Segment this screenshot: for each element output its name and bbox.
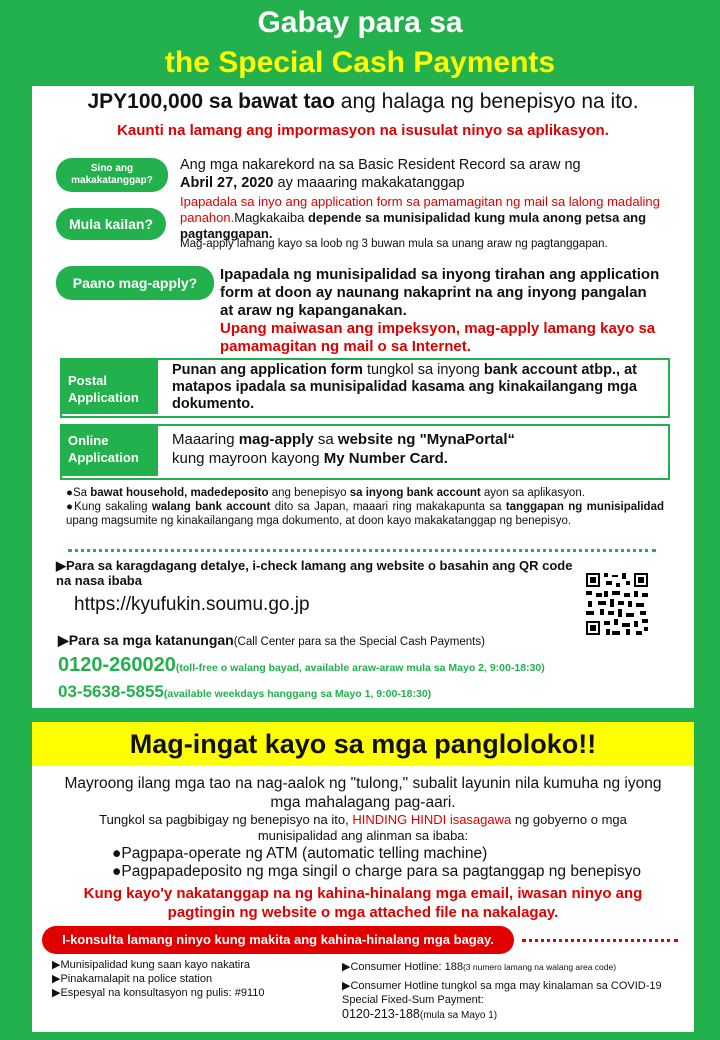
info-note: Kaunti na lamang ang impormasyon na isusulat ninyo sa aplikasyon. [117,122,609,139]
warning-title: Mag-ingat kayo sa mga pangloloko!! [32,722,694,766]
warning-item1: ●Pagpapa-operate ng ATM (automatic telling machine) [112,845,488,862]
contact-covid: ▶Consumer Hotline tungkol sa mga may kinalaman sa COVID-19 Special Fixed-Sum Payment: [342,980,662,1006]
how-pill: Paano mag-apply? [56,266,214,300]
online-t5: kung mayroon kayong [172,450,324,467]
who-date: Abril 27, 2020 [180,175,274,191]
contact-9110: ▶Espesyal na konsultasyon ng pulis: #9110 [52,987,265,999]
consult-banner: I-konsulta lamang ninyo kung makita ang kahina-hinalang mga bagay. [42,926,514,954]
phone1-line [58,654,688,677]
details-text: ▶Para sa karagdagang detalye, i-check lamang ang website o basahin ang QR code na nasa ibaba [56,558,573,588]
postal-t3: bank account atbp., [483,362,621,378]
header-title-line2: the Special Cash Payments [164,46,556,79]
postal-t2: tungkol sa inyong [362,362,484,378]
b1d: sa inyong bank account [349,487,481,499]
who-line2: ay maaaring makakatanggap [277,175,465,191]
amount: JPY100,000 [87,90,204,113]
contact-police: ▶Pinakamalapit na police station [52,973,213,985]
online-t3: sa [313,431,338,448]
how-text [220,266,660,356]
contacts-right [342,960,682,1023]
online-text [172,430,662,468]
website-link[interactable]: https://kyufukin.soumu.go.jp [74,594,310,615]
online-t6: My Number Card. [323,450,448,467]
p2c: ng gobyerno o mga munisipalidad ang alinman sa ibaba: [257,812,627,843]
online-label: Online Application [62,426,158,476]
when-a: Magkakaiba [234,210,305,225]
warning-p2 [80,812,646,844]
postal-t4: at matapos ipadala sa munisipalidad kasama ang kinakailangang mga dokumento. [172,362,637,412]
postal-t1: Punan ang application form [172,362,363,378]
contact-municipality: ▶Munisipalidad kung saan kayo nakatira [52,959,251,971]
when-pill: Mula kailan? [56,208,166,240]
online-t4: website ng "MynaPortal“ [337,431,516,448]
b2a: Kung sakaling [74,501,152,513]
b1e: ayon sa aplikasyon. [480,487,585,499]
r3: 0120-213-188 [342,1007,420,1021]
inquiry-title: ▶Para sa mga katanungan [58,632,234,648]
warning-red: Kung kayo'y nakatanggap na ng kahina-hinalang mga email, iwasan ninyo ang pagtingin ng website o mga attached file na nakalagay. [83,885,643,921]
b2c: dito sa Japan, maaari ring makakapunta sa [270,501,506,513]
divider-dots [68,549,656,552]
bullet-1: ●Sa bawat household, madedeposito ang benepisyo sa inyong bank account ayon sa aplikasyon. [66,487,585,499]
amount-rest: ang halaga ng benepisyo na ito. [340,90,639,113]
when-text [180,194,680,242]
b1a: Sa [72,487,91,499]
inquiry-heading [58,632,678,649]
contact-covid-phone [342,1007,682,1023]
when-red: Ipapadala sa inyo ang application form sa pamamagitan ng mail sa lalong madaling panahon. [180,194,660,225]
r3-note: (mula sa Mayo 1) [419,1010,498,1021]
contact-hotline-188 [342,960,682,974]
when-b: depende [307,210,362,225]
who-pill: Sino ang makakatanggap? [56,158,168,192]
when-c: sa munisipalidad kung mula anong petsa ang pagtanggapan. [180,210,647,241]
phone2-note: (available weekdays hanggang sa Mayo 1, 9:00-18:30) [163,688,432,700]
r1-note: (3 numero lamang na walang area code) [462,962,617,972]
phone1-note: (toll-free o walang bayad, available araw-araw mula sa Mayo 2, 9:00-18:30) [175,662,545,674]
b1b: bawat household, madedeposito [90,487,269,499]
phone2-line [58,682,688,702]
qr-code-icon [584,571,650,637]
inquiry-sub: (Call Center para sa the Special Cash Payments) [233,636,485,648]
who-line1: Ang mga nakarekord na sa Basic Resident Record sa araw ng [180,157,581,173]
phone1: 0120-260020 [58,654,176,676]
postal-text [172,362,662,413]
warning-item2: ●Pagpapadeposito ng mga singil o charge para sa pagtanggap ng benepisyo [112,863,642,880]
online-t2: mag-apply [238,431,314,448]
postal-label: Postal Application [62,360,158,414]
online-t1: Maaaring [172,431,239,448]
how-black: Ipapadala ng munisipalidad sa inyong tirahan ang application form at doon ay naunang nakaprint na ang inyong pangalan at araw ng kapanganakan. [220,266,660,319]
per-person: sa bawat tao [208,90,335,113]
warning-p1: Mayroong ilang mga tao na nag-aalok ng "tulong," subalit layunin nila kumuha ng iyong mga mahalagang pag-aari. [64,775,662,811]
how-red: Upang maiwasan ang impeksyon, mag-apply lamang kayo sa pamamagitan ng mail o sa Internet. [220,320,656,355]
p2b: HINDING HINDI isasagawa [352,812,512,827]
b2d: tanggapan ng munisipalidad [505,501,664,513]
b1c: ang benepisyo [268,487,350,499]
phone2: 03-5638-5855 [58,682,164,701]
header-title-line1: Gabay para sa [257,6,463,39]
contacts-left [52,958,342,1000]
bullet-2: ●Kung sakaling walang bank account dito sa Japan, maaari ring makakapunta sa tanggapan ng munisipalidad upang magsumite ng kinakailangang mga dokumento, at doon kayo makakatanggap ng benepisyo. [66,501,664,527]
b2e: upang magsumite ng kinakailangang mga dokumento, at doon kayo makakatanggap ng benepisyo. [66,514,572,527]
when-note: Mag-apply lamang kayo sa loob ng 3 buwan mula sa unang araw ng pagtanggapan. [180,238,608,250]
benefit-amount-line [32,90,694,114]
r1: ▶Consumer Hotline: 188 [342,961,463,973]
consult-dots [522,939,678,942]
b2b: walang bank account [151,501,271,513]
p2a: Tungkol sa pagbibigay ng benepisyo na ito, [99,812,353,827]
who-text [180,156,680,192]
